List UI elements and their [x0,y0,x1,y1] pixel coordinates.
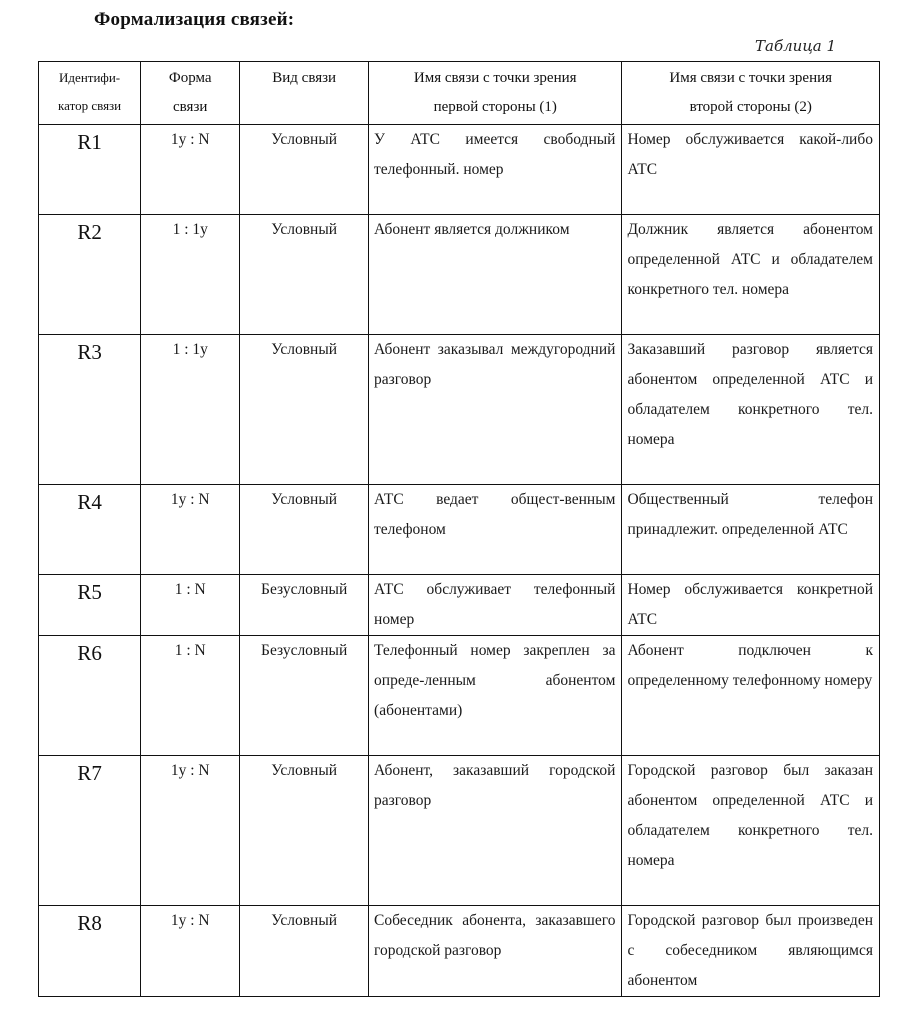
relation-name-side2: Городской разговор был заказан абонентом определенной АТС и обладателем конкретного тел. номера [627,762,873,869]
relation-kind: Условный [271,221,338,238]
header-cell-side2 [622,62,880,125]
table-caption: Таблица 1 [755,37,837,55]
table-row [39,636,880,756]
header-side1-line-2: первой стороны (1) [433,99,557,115]
table-row [39,335,880,485]
relation-form: 1у : N [170,491,210,508]
relation-form: 1 : N [174,581,206,598]
relation-name-side2: Абонент подключен к определенному телефонному номеру [627,642,873,689]
relation-id: R4 [77,490,102,514]
relation-id: R2 [77,220,102,244]
page-title: Формализация связей: [94,9,295,30]
table-row [39,906,880,997]
relation-name-side1: У АТС имеется свободный телефонный. номер [374,131,616,178]
header-cell-id [39,62,141,125]
relation-name-side2: Номер обслуживается какой-либо АТС [627,131,873,178]
relation-id: R1 [77,130,102,154]
header-side2-line-1: Имя связи с точки зрения [669,70,833,86]
relation-form: 1у : N [170,762,210,779]
relation-id: R8 [77,911,102,935]
header-id-line-1: Идентифи- [59,70,121,85]
relation-name-side2: Городской разговор был произведен с собеседником являющимся абонентом [627,912,873,989]
relation-kind: Условный [271,131,338,148]
relation-kind: Условный [271,762,338,779]
relation-form: 1у : N [170,912,210,929]
relation-id: R7 [77,761,102,785]
relation-kind: Условный [271,341,338,358]
relation-form: 1 : N [174,642,206,659]
relation-name-side2: Номер обслуживается конкретной АТС [627,581,873,628]
relation-id: R6 [77,641,102,665]
relation-name-side2: Общественный телефон принадлежит. определенной АТС [627,491,873,538]
relations-table [38,61,880,997]
relation-name-side2: Должник является абонентом определенной АТС и обладателем конкретного тел. номера [627,221,873,298]
table-row [39,485,880,575]
header-form-line-1: Форма [168,70,212,86]
table-header-row [39,62,880,125]
relation-kind: Условный [271,491,338,508]
table-row [39,756,880,906]
relation-name-side2: Заказавший разговор является абонентом определенной АТС и обладателем конкретного тел. номера [627,341,873,448]
table-row [39,125,880,215]
relation-name-side1: Абонент заказывал междугородний разговор [374,341,616,388]
relation-name-side1: Собеседник абонента, заказавшего городской разговор [374,912,616,959]
relation-id: R5 [77,580,102,604]
relation-kind: Условный [271,912,338,929]
table-row [39,215,880,335]
relation-form: 1 : 1у [172,341,208,358]
header-form-line-2: связи [173,99,208,115]
relation-name-side1: АТС обслуживает телефонный номер [374,581,616,628]
header-kind-line-1: Вид связи [272,70,337,86]
relation-name-side1: Абонент является должником [374,221,570,238]
relation-name-side1: АТС ведает общест-венным телефоном [374,491,616,538]
relation-kind: Безусловный [261,642,348,659]
header-id-line-2: катор связи [58,98,122,113]
header-side2-line-2: второй стороны (2) [689,99,812,115]
header-cell-side1 [369,62,622,125]
header-cell-form [141,62,240,125]
header-cell-kind [240,62,369,125]
table-row [39,575,880,636]
relation-name-side1: Телефонный номер закреплен за опреде-ленным абонентом (абонентами) [374,642,616,719]
relation-id: R3 [77,340,102,364]
relation-form: 1у : N [170,131,210,148]
relation-form: 1 : 1у [172,221,208,238]
relation-kind: Безусловный [261,581,348,598]
relation-name-side1: Абонент, заказавший городской разговор [374,762,616,809]
header-side1-line-1: Имя связи с точки зрения [413,70,577,86]
